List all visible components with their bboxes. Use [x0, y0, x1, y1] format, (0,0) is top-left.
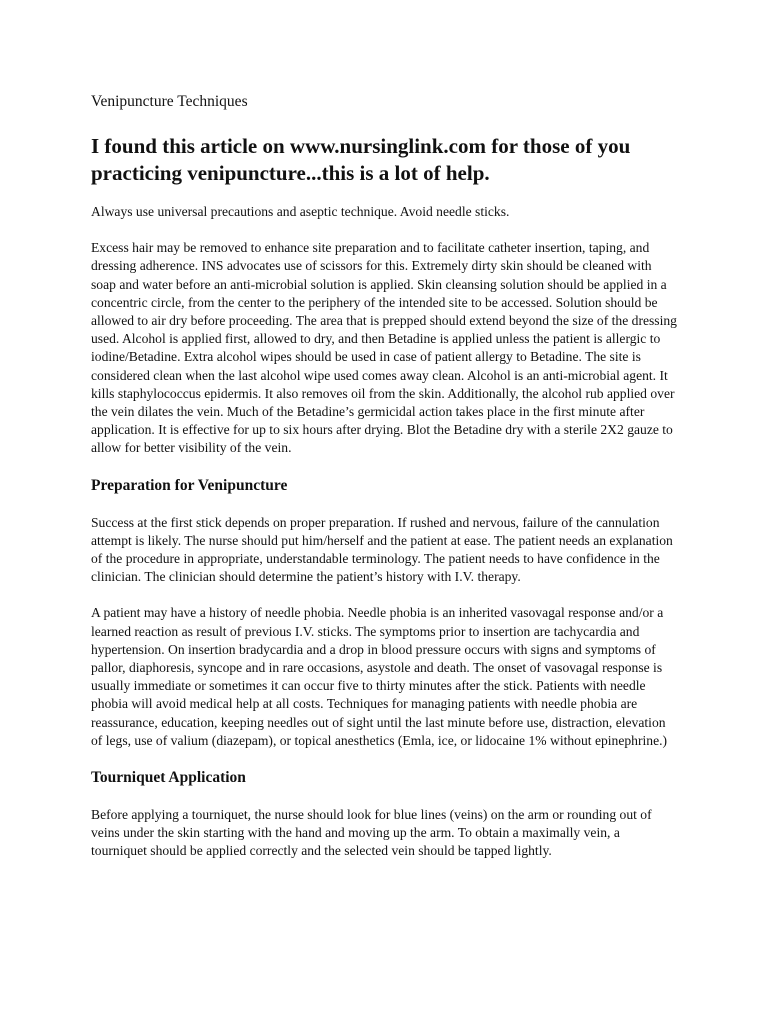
article-headline: I found this article on www.nursinglink.com for those of you practicing venipuncture...this is a lot of help. — [91, 134, 631, 185]
site-preparation-paragraph: Excess hair may be removed to enhance site preparation and to facilitate catheter insertion, taping, and dressing adherence. INS advocates use of scissors for this. Extremely dirty skin should be cleaned with soap and water before an anti-microbial solution is applied. Skin cleansing solution should be applied in a concentric circle, from the center to the periphery of the intended site to be accessed. Solution should be allowed to air dry before proceeding. The area that is prepped should extend beyond the size of the dressing used. Alcohol is applied first, allowed to dry, and then Betadine is applied unless the patient is allergic to iodine/Betadine. Extra alcohol wipes should be used in case of patient allergy to Betadine. The site is considered clean when the last alcohol wipe used comes away clean. Alcohol is an anti-microbial agent. It kills staphylococcus epidermis. It also removes oil from the skin. Additionally, the alcohol rub applied over the vein dilates the vein. Much of the Betadine’s germicidal action takes place in the first minute after application. It is effective for up to six hours after drying. Blot the Betadine dry with a sterile 2X2 gauze to allow for better visibility of the vein. — [91, 240, 677, 456]
preparation-paragraph-2: A patient may have a history of needle phobia. Needle phobia is an inherited vasovagal response and/or a learned reaction as result of previous I.V. sticks. The symptoms prior to insertion are tachycardia and hypertension. On insertion bradycardia and a drop in blood pressure occurs with signs and symptoms of pallor, diaphoresis, syncope and in rare occasions, asystole and death. The onset of vasovagal response is usually immediate or sometimes it can occur five to thirty minutes after the stick. Patients with needle phobia will avoid medical help at all costs. Techniques for managing patients with needle phobia are reassurance, education, keeping needles out of sight until the last minute before use, distraction, elevation of legs, use of valium (diazepam), or topical anesthetics (Emla, ice, or lidocaine 1% without epinephrine.) — [91, 605, 668, 748]
section-heading-tourniquet: Tourniquet Application — [91, 769, 246, 787]
section-heading-preparation: Preparation for Venipuncture — [91, 476, 288, 494]
intro-paragraph: Always use universal precautions and aseptic technique. Avoid needle sticks. — [91, 204, 510, 219]
tourniquet-paragraph-1: Before applying a tourniquet, the nurse should look for blue lines (veins) on the arm or rounding out of veins under the skin starting with the hand and moving up the arm. To obtain a maximally vein, a tourniquet should be applied correctly and the selected vein should be tapped lightly. — [91, 807, 652, 859]
document-title: Venipuncture Techniques — [91, 93, 248, 110]
preparation-paragraph-1: Success at the first stick depends on proper preparation. If rushed and nervous, failure of the cannulation attempt is likely. The nurse should put him/herself and the patient at ease. The patient needs an explanation of the procedure in appropriate, understandable terminology. The patient needs to have confidence in the clinician. The clinician should determine the patient’s history with I.V. therapy. — [91, 514, 673, 585]
